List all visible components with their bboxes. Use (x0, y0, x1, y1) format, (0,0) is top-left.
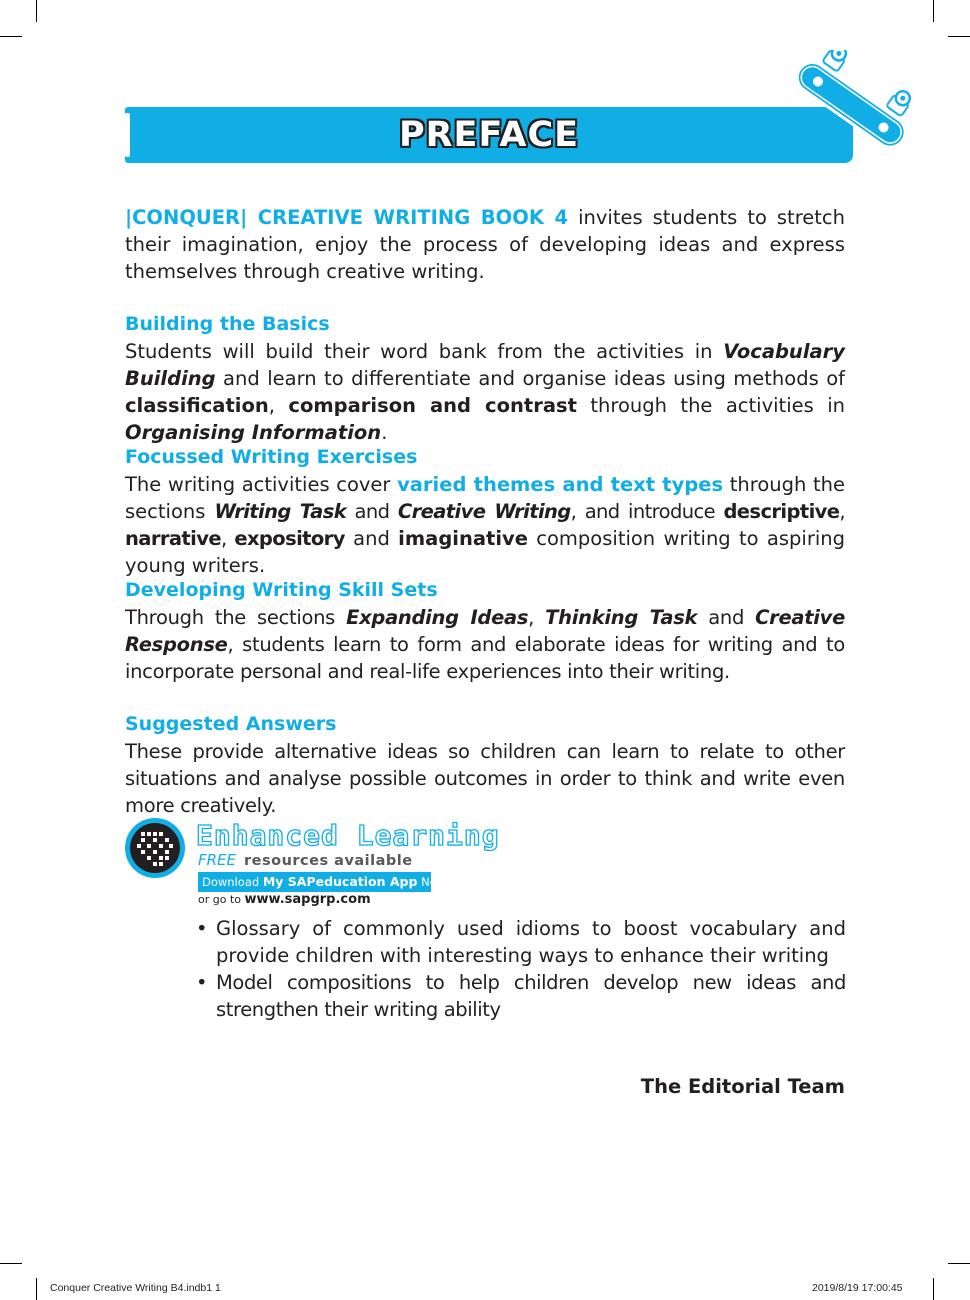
footer-date: 2019/8/19 17:00:45 (812, 1282, 903, 1294)
page-title: PREFACE (398, 115, 580, 155)
section-basics (125, 311, 845, 446)
list-item: • Model compositions to help children develop new ideas and strengthen their writing ability (196, 969, 846, 1023)
intro-text: invites students to stretch their imagination, enjoy the process of developing ideas and express themselves through creative writing. (125, 206, 845, 283)
download-app-banner[interactable]: Download My SAPeducation App Now! (198, 872, 431, 892)
book-name: |CONQUER| CREATIVE WRITING BOOK 4 (125, 206, 569, 229)
section-focussed (125, 444, 845, 579)
section-text: Students will build their word bank from the activities in Vocabulary Building and learn to differentiate and organise ideas using methods of classification, comparison and contrast through the activities in Organising Information. (125, 340, 845, 444)
skateboard-icon (780, 50, 915, 170)
enhanced-title: Enhanced Learning (196, 819, 500, 852)
crop-mark (36, 0, 37, 22)
enhanced-learning-banner (123, 815, 543, 910)
section-text: The writing activities cover varied themes and text types through the sections Writing Task and Creative Writing, and introduce descriptive, narrative, expository and imaginative composition writing to aspiring young writers. (125, 473, 846, 577)
crop-mark (933, 1278, 934, 1300)
crop-mark (948, 1263, 970, 1264)
section-text: Through the sections Expanding Ideas, Thinking Task and Creative Response, students learn to form and elaborate ideas for writing and to incorporate personal and real-life experiences into their writing. (125, 606, 846, 683)
website-link[interactable]: or go to www.sapgrp.com (198, 892, 371, 907)
section-heading: Focussed Writing Exercises (125, 446, 418, 468)
section-text: These provide alternative ideas so children can learn to relate to other situations and analyse possible outcomes in order to think and write even more creatively. (125, 740, 845, 817)
free-label: FREE (198, 851, 237, 869)
crop-mark (948, 36, 970, 37)
resources-label: resources available (244, 853, 413, 869)
crop-mark (0, 1263, 22, 1264)
crop-mark (933, 0, 934, 22)
footer-file: Conquer Creative Writing B4.indb1 1 (50, 1282, 221, 1294)
intro-paragraph (125, 204, 845, 285)
crop-mark (36, 1278, 37, 1300)
signature: The Editorial Team (640, 1075, 845, 1098)
list-item: • Glossary of commonly used idioms to boost vocabulary and provide children with interesting ways to enhance their writing (196, 915, 846, 969)
section-heading: Developing Writing Skill Sets (125, 579, 438, 601)
section-heading: Suggested Answers (125, 713, 337, 735)
section-heading: Building the Basics (125, 313, 330, 335)
resource-list (196, 915, 846, 1023)
title-banner (125, 107, 853, 163)
section-developing (125, 577, 845, 685)
section-answers (125, 711, 845, 819)
crop-mark (0, 36, 22, 37)
qr-code-icon (123, 816, 187, 880)
